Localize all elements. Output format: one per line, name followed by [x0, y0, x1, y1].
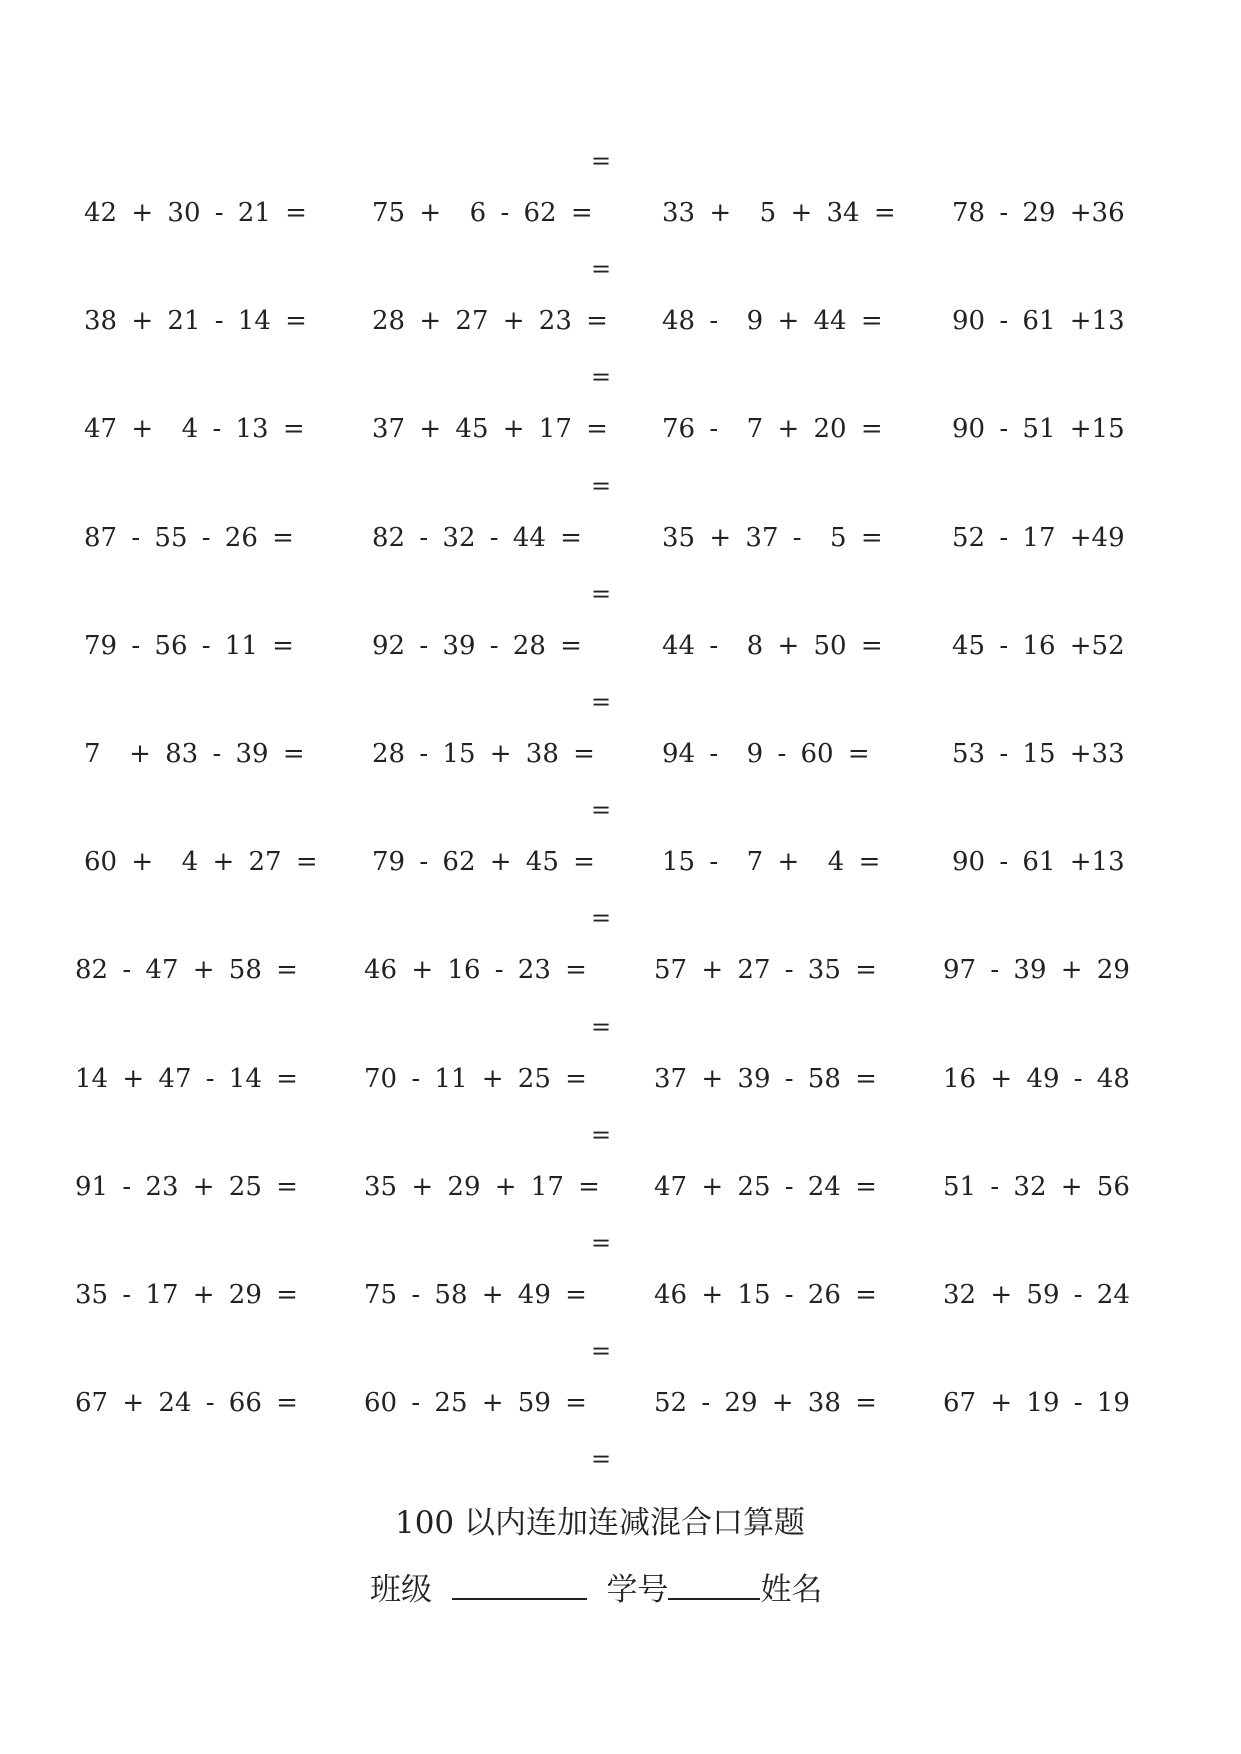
problem-r10-c2: 35 + 29 + 17 = — [364, 1171, 600, 1202]
problem-r10-c3: 47 + 25 - 24 = — [654, 1171, 877, 1202]
problem-r3-c3: 76 - 7 + 20 = — [662, 414, 883, 445]
problem-r8-c4: 97 - 39 + 29 — [943, 955, 1130, 986]
problem-r10-c1: 91 - 23 + 25 = — [75, 1171, 298, 1202]
problem-r6-c2: 28 - 15 + 38 = — [372, 739, 595, 769]
class-label: 班级 — [370, 1572, 432, 1608]
problem-r11-c2: 75 - 58 + 49 = — [364, 1280, 587, 1310]
problem-r8-c3: 57 + 27 - 35 = — [654, 955, 877, 986]
problem-r9-c2: 70 - 11 + 25 = — [364, 1063, 587, 1094]
middle-equals-sign: = — [591, 255, 612, 284]
student-info-line — [370, 1568, 822, 1610]
problem-r1-c1: 42 + 30 - 21 = — [84, 198, 307, 228]
problem-r4-c2: 82 - 32 - 44 = — [372, 522, 582, 553]
middle-equals-sign: = — [591, 1012, 612, 1041]
problem-r3-c4: 90 - 51 +15 — [952, 414, 1125, 445]
page-title: 100 以内连加连减混合口算题 — [394, 1505, 806, 1541]
problem-r5-c3: 44 - 8 + 50 = — [662, 630, 883, 661]
problem-r12-c1: 67 + 24 - 66 = — [75, 1388, 298, 1419]
problem-r6-c4: 53 - 15 +33 — [952, 739, 1125, 769]
problem-r10-c4: 51 - 32 + 56 — [943, 1171, 1130, 1202]
problem-r3-c2: 37 + 45 + 17 = — [372, 414, 608, 445]
problem-r5-c4: 45 - 16 +52 — [952, 630, 1125, 661]
problem-r12-c2: 60 - 25 + 59 = — [364, 1388, 587, 1419]
problem-r11-c3: 46 + 15 - 26 = — [654, 1280, 877, 1310]
middle-equals-sign: = — [591, 363, 612, 392]
student-id-blank[interactable] — [668, 1568, 760, 1600]
student-id-label: 学号 — [606, 1572, 669, 1608]
problem-r5-c1: 79 - 56 - 11 = — [84, 630, 294, 661]
problem-r7-c1: 60 + 4 + 27 = — [84, 847, 318, 878]
problem-r8-c1: 82 - 47 + 58 = — [75, 955, 298, 986]
problem-r1-c4: 78 - 29 +36 — [952, 198, 1125, 228]
middle-equals-sign: = — [591, 579, 612, 608]
middle-equals-sign: = — [591, 1229, 612, 1257]
problem-r5-c2: 92 - 39 - 28 = — [372, 630, 582, 661]
problem-r2-c2: 28 + 27 + 23 = — [372, 306, 608, 337]
problem-r4-c4: 52 - 17 +49 — [952, 522, 1125, 553]
middle-equals-sign: = — [591, 471, 612, 500]
problem-r6-c3: 94 - 9 - 60 = — [662, 739, 870, 769]
problem-r7-c3: 15 - 7 + 4 = — [662, 847, 881, 878]
problem-r9-c4: 16 + 49 - 48 — [943, 1063, 1130, 1094]
problem-r7-c4: 90 - 61 +13 — [952, 847, 1125, 878]
problem-r7-c2: 79 - 62 + 45 = — [372, 847, 595, 878]
problem-r6-c1: 7 + 83 - 39 = — [84, 739, 305, 769]
problem-r12-c3: 52 - 29 + 38 = — [654, 1388, 877, 1419]
class-blank[interactable] — [452, 1568, 587, 1600]
problem-r2-c3: 48 - 9 + 44 = — [662, 306, 883, 337]
middle-equals-sign: = — [591, 688, 612, 716]
middle-equals-sign: = — [591, 147, 612, 175]
problem-r2-c4: 90 - 61 +13 — [952, 306, 1125, 337]
problem-r9-c1: 14 + 47 - 14 = — [75, 1063, 298, 1094]
name-label: 姓名 — [760, 1572, 823, 1608]
problem-r11-c4: 32 + 59 - 24 — [943, 1280, 1130, 1310]
problem-r1-c3: 33 + 5 + 34 = — [662, 198, 896, 228]
middle-equals-sign: = — [591, 1445, 612, 1474]
problem-r4-c3: 35 + 37 - 5 = — [662, 522, 883, 553]
middle-equals-sign: = — [591, 1120, 612, 1149]
problem-r9-c3: 37 + 39 - 58 = — [654, 1063, 877, 1094]
middle-equals-sign: = — [591, 904, 612, 933]
problem-r2-c1: 38 + 21 - 14 = — [84, 306, 307, 337]
problem-r11-c1: 35 - 17 + 29 = — [75, 1280, 298, 1310]
problem-r8-c2: 46 + 16 - 23 = — [364, 955, 587, 986]
problem-r4-c1: 87 - 55 - 26 = — [84, 522, 294, 553]
middle-equals-sign: = — [591, 796, 612, 825]
problem-r1-c2: 75 + 6 - 62 = — [372, 198, 593, 228]
middle-equals-sign: = — [591, 1337, 612, 1366]
problem-r3-c1: 47 + 4 - 13 = — [84, 414, 305, 445]
problem-r12-c4: 67 + 19 - 19 — [943, 1388, 1130, 1419]
